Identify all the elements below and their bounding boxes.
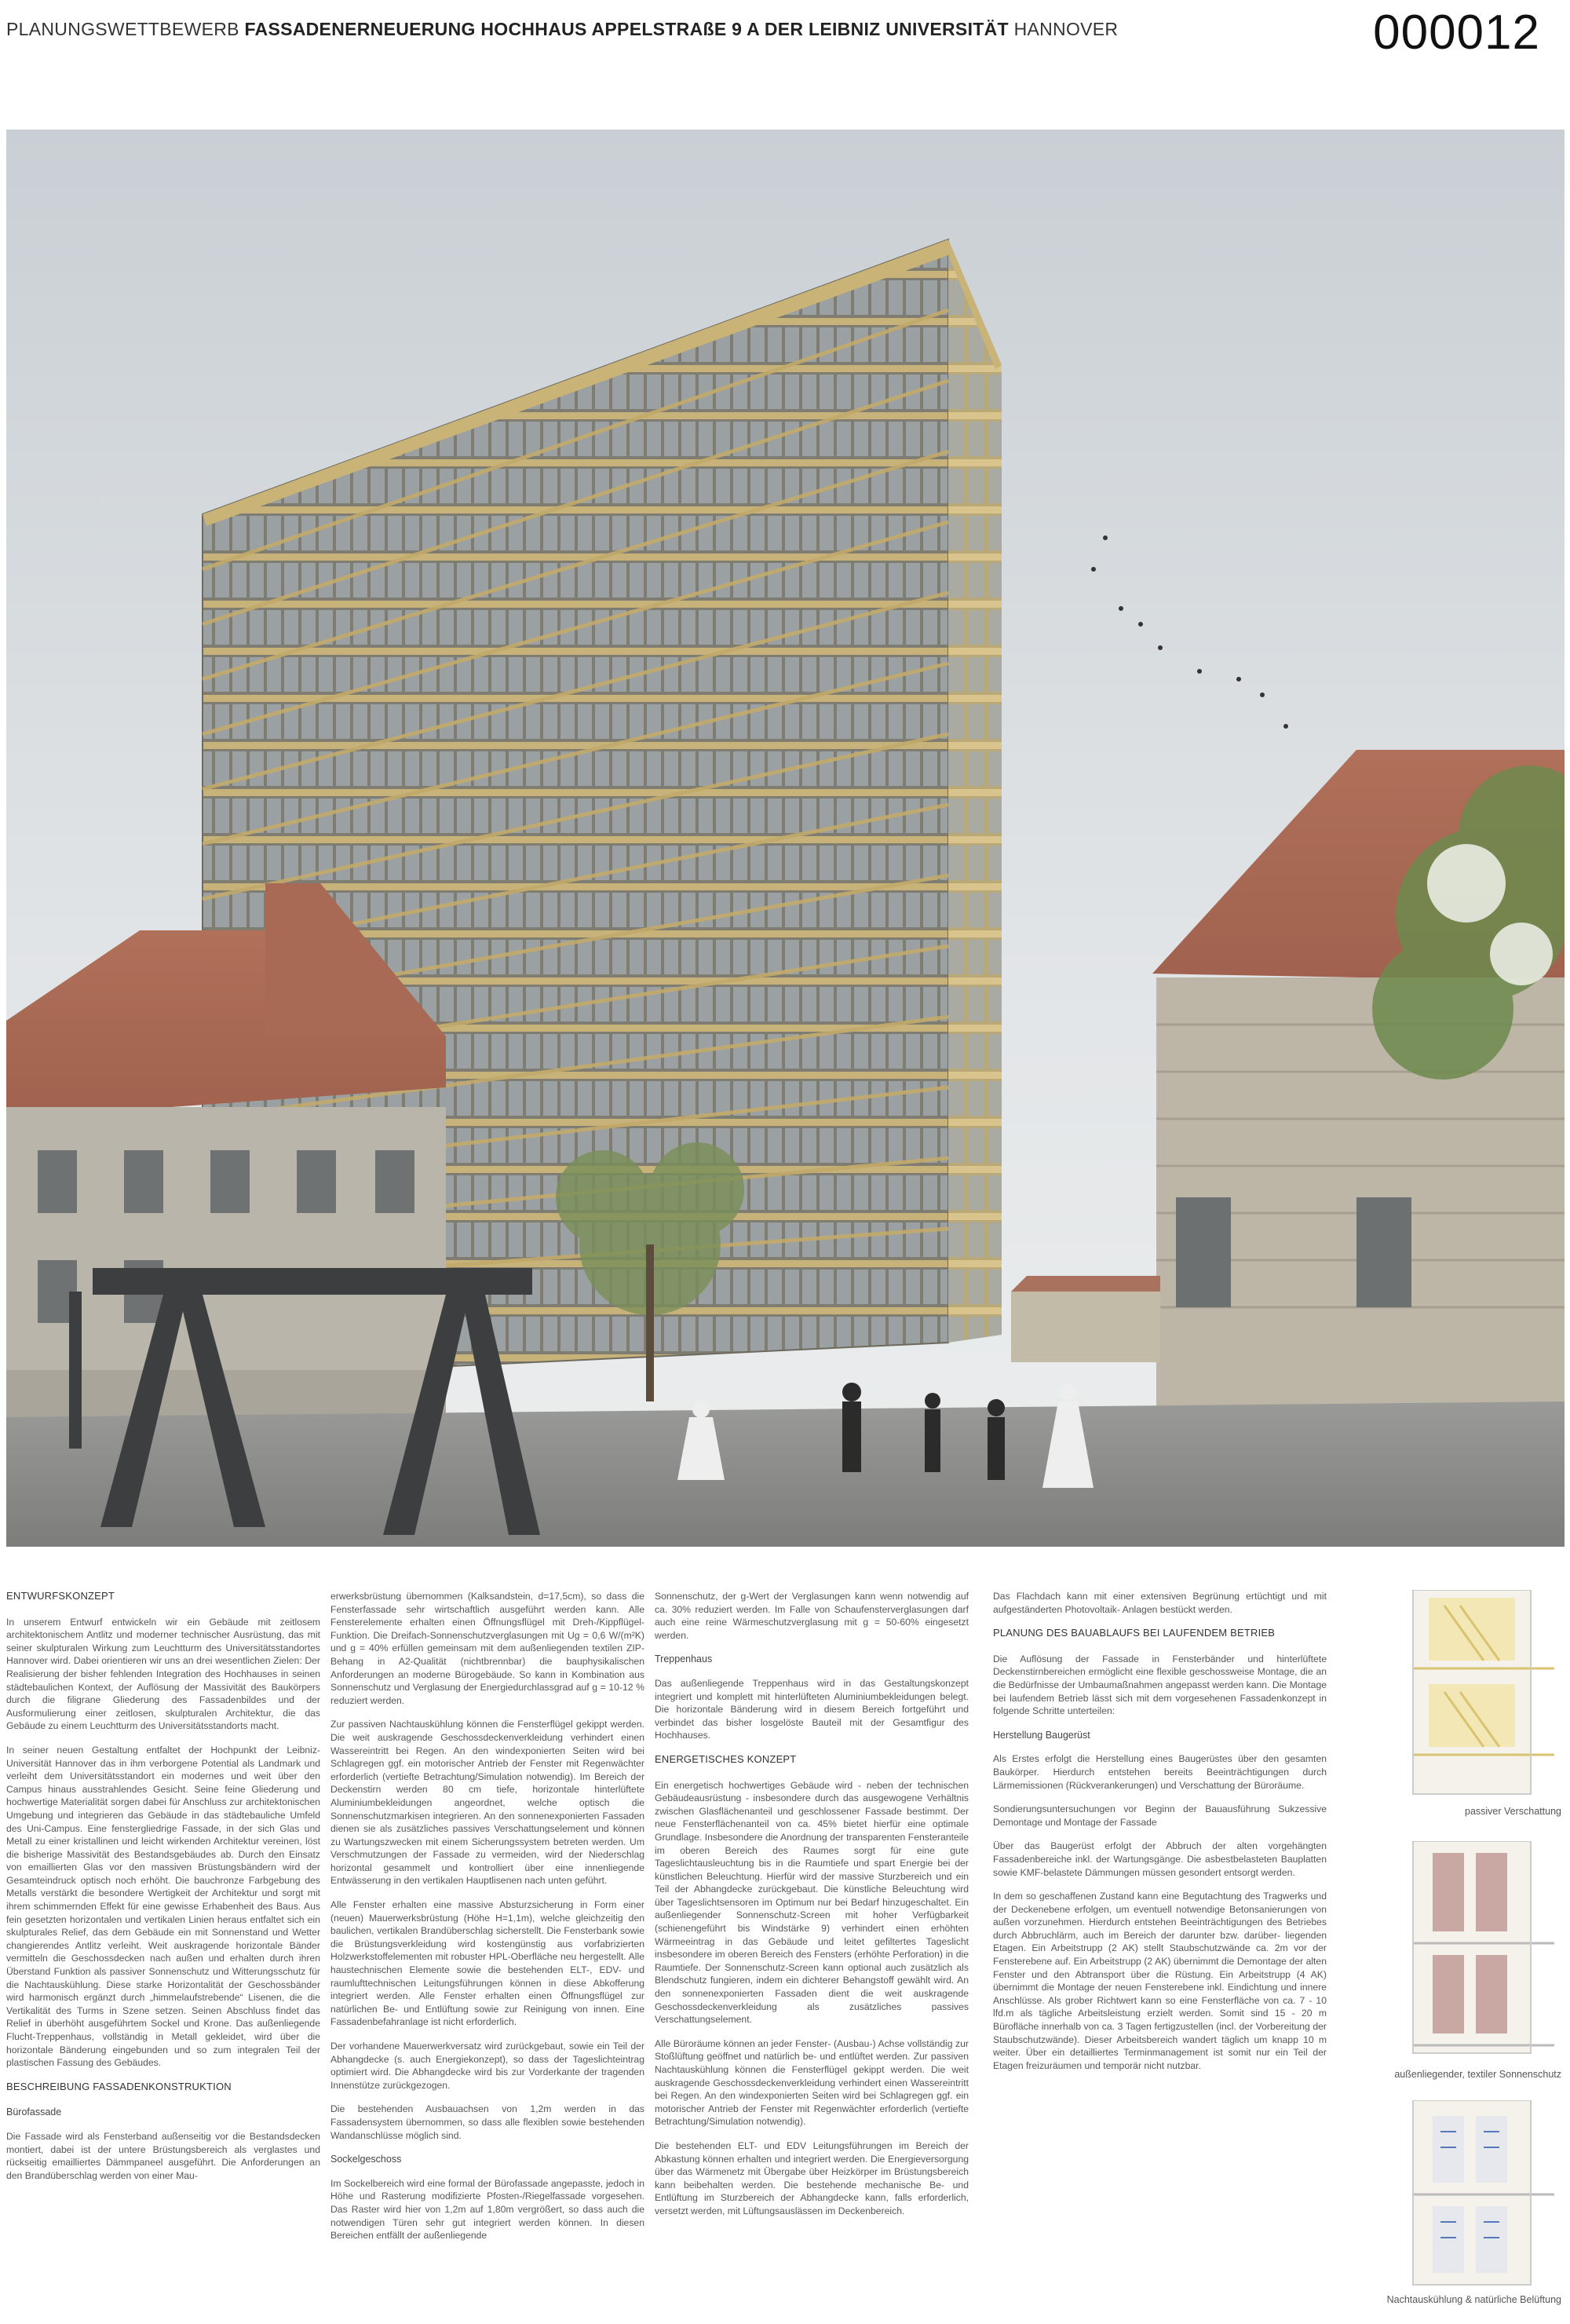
- detail-caption: außenliegender, textiler Sonnenschutz: [1394, 2069, 1561, 2080]
- subheading-buerofassade: Bürofassade: [6, 2107, 62, 2118]
- competition-title: [6, 19, 1118, 40]
- paragraph: Der vorhandene Mauerwerkversatz wird zurückgebaut, sowie ein Teil der Abhangdecke (s. auch Energiekonzept), so dass der Tageslichteintrag optimiert wird. Die Abhangdecke wird bis zur Vorderkante der tragenden Innenstütze zurückgezogen.: [330, 2041, 644, 2091]
- facade-sketch-2: [1397, 1841, 1566, 2061]
- paragraph: In unserem Entwurf entwickeln wir ein Gebäude mit zeitlosem architektonischem Antlitz und moderner technischer Ausrüstung, das mit seiner skulpturalen Wirkung zum Leuchtturm des Universitätsstandortes Hannover wird. Dabei orientieren wir uns an drei wesentlichen Zielen: Der Realisierung der bisher fehlenden Integration des Hochhauses in seinen städtebaulichen Kontext, der Auflösung der Massivität des Baukörpers durch die filigrane Gliederung des Fassadenbildes und der Ausformulierung einer zeitlosen, skulpturalen Architektur, die das Gebäude zu einem Leuchtturm des Universitätsstandorts macht.: [6, 1616, 320, 1732]
- title-suffix: HANNOVER: [1013, 19, 1119, 39]
- paragraph: In seiner neuen Gestaltung entfaltet der Hochpunkt der Leibniz-Universität Hannover das in ihm verborgene Potential als Landmark und verleiht dem Universitätsstandort ein modernes und weit über den Campus hinaus ausstrahlendes Gesicht. Seine feine Gliederung und hochwertige Materialität sorgen dabei für Anschluss zur architektonischen Umgebung und integrieren das Gebäude in das städtebauliche Umfeld des Uni-Campus. Eine fenstergliedrige Fassade, in der sich Glas und Metall zu einer kristallinen und leicht wirkenden Architektur vereinen, löst die bisherige Massivität des Bestandsgebäudes ab. Durch den Einsatz von emaillierten Glas vor den massiven Brüstungsbändern wird der Gesamteindruck optisch noch erhöht. Die bauchronze Farbgebung des Metalls verstärkt die besondere Wertigkeit der Architektur und sorgt mit ihrem schimmernden Effekt für eine gewisse Erhabenheit des Baus. Aus fein gesetzten horizontalen und vertikalen Linien heraus entfaltet sich ein skulpturales Relief, das dem Gebäude ein mit Sonnenstand und Wetter changierendes Antlitz verleiht. Weit auskragende horizontale Bänder vermitteln die Geschossdecken nach außen und erhalten durch ihren Überstand Funktion als passiver Sonnenschutz und Witterungsschutz für die Nachtauskühlung. Diese starke Horizontalität der Geschossbänder wird harmonisch ergänzt durch „himmelaufstrebende“ Lisenen, die die Vertikalität des Turms in Szene setzen. Seinen Abschluss findet das Relief in überhöht ausgeführtem Sockel und Krone. Das außenliegende Flucht-Treppenhaus, vollständig in Metall gekleidet, wird über die horizontale Bänderung eingebunden und so zum integralen Teil der plastischen Fassung des Gebäudes.: [6, 1744, 320, 2069]
- heading-energetisches-konzept: ENERGETISCHES KONZEPT: [655, 1752, 797, 1765]
- paragraph: Im Sockelbereich wird eine formal der Bürofassade angepasste, jedoch in Höhe und Rasterung modifizierte Pfosten-/Riegelfassade vorgesehen. Das Raster wird hier von 1,2m auf 1,80m vergrößert, so dass auch die notwendigen Türen sehr gut integriert werden können. In diesen Bereichen entfällt der außenliegende: [330, 2177, 644, 2242]
- paragraph: Als Erstes erfolgt die Herstellung eines Baugerüstes über den gesamten Baukörper. Hierdurch entstehen bereits Beeinträchtigungen durch Lärmemissionen (Rückverankerungen) und Verschattung der Büroräume.: [993, 1753, 1327, 1791]
- facade-sketch-1: [1397, 1590, 1566, 1802]
- text-column-3: [655, 1590, 969, 2229]
- competition-number: 000012: [1373, 5, 1540, 60]
- detail-caption: Nachtauskühlung & natürliche Belüftung: [1386, 2294, 1561, 2305]
- text-column-1: [6, 1590, 320, 2193]
- subheading-sockelgeschoss: Sockelgeschoss: [330, 2154, 402, 2165]
- title-prefix: PLANUNGSWETTBEWERB: [6, 19, 239, 39]
- detail-textile-sunshade: [1394, 1841, 1566, 2092]
- paragraph: Die Fassade wird als Fensterband außenseitig vor die Bestandsdecken montiert, dabei ist der untere Brüstungsbereich als verglastes und rückseitig emailliertes Dämmpaneel ausgeführt. Die Anforderungen an den Brandüberschlag werden von einer Mau-: [6, 2130, 320, 2181]
- architectural-render: [6, 130, 1565, 1547]
- paragraph: Das außenliegende Treppenhaus wird in das Gestaltungskonzept integriert und komplett mit hinterlüfteten Aluminiumbekleidungen belegt. Die horizontale Bänderung wird in diesem Bereich fortgeführt und verbindet das bisher losgelöste Bauteil mit der Gesamtfigur des Hochhauses.: [655, 1677, 969, 1741]
- paragraph: Zur passiven Nachtauskühlung können die Fensterflügel gekippt werden. Die weit auskragende Geschossdeckenverkleidung verhindert einen Wassereintritt bei Regen. An den windexponierten Seiten wird bei Schlagregen ggf. ein motorischer Antrieb der Fenster mit Regenwächter erforderlich (vertiefte Betrachtung/Simulation notwendig). Im Bereich der Deckenstirn werden 80 cm tiefe, horizontale hinterlüftete Aluminiumbekleidungen angeordnet, welche optisch die Sonnenschutzmarkisen integrieren. An den sonnenexponierten Fassaden dienen sie als zusätzliches passives Verschattungselement und können zu Wartungszwecken mit einem Sicherungssystem betreten werden. Um Verschmutzungen der Fassade zu vermeiden, wird der Niederschlag horizontal gesammelt und kontrolliert über eine innenliegende Entwässerung in den vertikalen Hauptlisenen nach unten geführt.: [330, 1719, 644, 1887]
- paragraph: Die bestehenden ELT- und EDV Leitungsführungen im Bereich der Abkastung können erhalten und integriert werden. Die Energieversorgung über das Wärmenetz mit Übergabe über Heizkörper im Brüstungsbereich kann beibehalten werden. Die bestehende mechanische Be- und Entlüftung im Sturzbereich der Abhangdecke kann, falls erforderlich, versetzt werden, mit Lüftungsauslässen im Deckenbereich.: [655, 2139, 969, 2216]
- paragraph: Ein energetisch hochwertiges Gebäude wird - neben der technischen Gebäudeausrüstung - insbesondere durch das ausgewogene Verhältnis zwischen Glasflächenanteil und geschlossener Fassade bestimmt. Der neue Fensterflächenanteil von ca. 45% bietet hierfür eine optimale Grundlage. Insbesondere die Anordnung der transparenten Fensteranteile im oberen Bereich des Raumes sorgt für eine gute Tageslichtausleuchtung bis in die Raumtiefe und spart Energie bei der künstlichen Beleuchtung. Hierfür wird der massive Sturzbereich und ein Teil der Abhangdecke zurückgebaut. Die künstliche Beleuchtung wird über Tageslichtsensoren im Optimum nur bei Bedarf hinzugeschaltet. Ein außenliegender Sonnenschutz-Screen mit hoher Verfügbarkeit (schienengeführt bis Windstärke 9) verhindert einen erhöhten Wärmeeintrag in das Gebäude und leitet gefiltertes Tageslicht insbesondere im oberen Bereich des Fensters (erhöhte Perforation) in die Raumtiefe. Der Sonnenschutz-Screen kann optional auch zusätzlich als Blendschutz fungieren, indem ein dichterer Behangstoff gewählt wird. An den sonnenexponierten Fassaden dient die weit auskragende Geschossdeckenverkleidung als zusätzliches passives Verschattungselement.: [655, 1779, 969, 2026]
- text-column-4: [993, 1590, 1327, 2083]
- heading-planung-bauablauf: PLANUNG DES BAUABLAUFS BEI LAUFENDEM BETRIEB: [993, 1627, 1276, 1639]
- heading-fassadenkonstruktion: BESCHREIBUNG FASSADENKONSTRUKTION: [6, 2080, 232, 2092]
- detail-night-cooling: [1386, 2100, 1566, 2320]
- detail-passive-shading: [1397, 1590, 1566, 1825]
- description-text: [6, 1590, 1396, 2312]
- text-column-2: [330, 1590, 644, 2253]
- paragraph: Das Flachdach kann mit einer extensiven Begrünung ertüchtigt und mit aufgeständerten Photovoltaik- Anlagen bestückt werden.: [993, 1591, 1327, 1615]
- paragraph: Die bestehenden Ausbauachsen von 1,2m werden in das Fassadensystem übernommen, so dass alle flexiblen sowie bestehenden Wandanschlüsse möglich sind.: [330, 2103, 644, 2141]
- paragraph: Die Auflösung der Fassade in Fensterbänder und hinterlüftete Deckenstirnbereichen ermöglicht eine flexible geschossweise Montage, die an die Bedürfnisse der Umbaumaßnahmen angepasst werden kann. Die Montage bei laufendem Betrieb lässt sich mit dem vorgesehenen Fassadenkonzept in folgende Schritte unterteilen:: [993, 1653, 1327, 1717]
- paragraph: Sonnenschutz, der g-Wert der Verglasungen kann wenn notwendig auf ca. 30% reduziert werden. Im Falle von Schaufensterverglasungen darf auch eine reine Wärmeschutzverglasung mit g = 50-60% eingesetzt werden.: [655, 1591, 969, 1641]
- paragraph: Sondierungsuntersuchungen vor Beginn der Bauausführung Sukzessive Demontage und Montage der Fassade: [993, 1803, 1327, 1828]
- header: [0, 0, 1570, 118]
- paragraph: Über das Baugerüst erfolgt der Abbruch der alten vorgehängten Fassadenbereiche inkl. der Wartungsgänge. Die asbestbelasteten Bauplatten sowie KMF-belastete Dämmungen müssen gesondert entsorgt werden.: [993, 1840, 1327, 1878]
- paragraph: Alle Büroräume können an jeder Fenster- (Ausbau-) Achse vollständig zur Stoßlüftung geöffnet und natürlich be- und entlüftet werden. Zur passiven Nachtauskühlung können die Fensterflügel gekippt werden. Die weit auskragende Geschossdeckenverkleidung verhindert einen Wassereintritt bei Regen. An den windexponierten Seiten wird bei Schlagregen ggf. ein motorischer Antrieb der Fenster mit Regenwächter erforderlich (vertiefte Betrachtung/Simulation notwendig).: [655, 2037, 969, 2128]
- heading-entwurfskonzept: ENTWURFSKONZEPT: [6, 1590, 115, 1602]
- subheading-baugeruest: Herstellung Baugerüst: [993, 1729, 1090, 1741]
- title-main: FASSADENERNEUERUNG HOCHHAUS APPELSTRAßE 9 A DER LEIBNIZ UNIVERSITÄT: [244, 19, 1009, 39]
- facade-detail-sketches: [1386, 1590, 1566, 2320]
- paragraph: In dem so geschaffenen Zustand kann eine Begutachtung des Tragwerks und der Deckenebene erfolgen, um eventuell notwendige Betonsanierungen von außen vorzunehmen. Hierdurch entstehen Beeinträchtigungen des Betriebes durch Abbruchlärm, auch im Bereich der darunter bzw. darüber- liegenden Etagen. Ein Arbeitstrupp (2 AK) stellt Staubschutzwände ca. 2m vor der Fensterebene auf. Ein Arbeitstrupp (2 AK) übernimmt die Demontage der alten Fenster und den Abtransport über die Rüstung. Ein Arbeitstrupp (4 AK) übernimmt die Montage der neuen Fensterebene inkl. Eindichtung und innere Anschlüsse. Als grober Richtwert kann so eine Fensterfläche von ca. 7 - 10 lfd.m als tägliche Arbeitsleistung erzielt werden. Somit sind 15 - 20 m Bürofläche innerhalb von ca. 3 Tagen fertigzustellen (incl. der Vorbereitung der Staubschutzwände). Dieser Arbeitsbereich wandert täglich um knapp 10 m weiter. Über ein detailliertes Terminmanagement ist somit nur ein Teil der Etagen freizuräumen und temporär nicht nutzbar.: [993, 1891, 1327, 2071]
- paragraph: erwerksbrüstung übernommen (Kalksandstein, d=17,5cm), so dass die Fensterfassade sehr wirtschaftlich ausgeführt werden kann. Alle Fensterelemente erhalten einen Öffnungsflügel mit Dreh-/Kippflügel-Funktion. Die Dreifach-Sonnenschutzverglasungen mit Ug = 0,6 W/(m²K) und g = 40% erfüllen gemeinsam mit dem außenliegenden textilen ZIP-Behang in A2-Qualität (nichtbrennbar) die bauphysikalischen Anforderungen an moderne Bürogebäude. So kann in Kombination aus Sonnenschutz und Verglasung der Energiedurchlassgrad auf g = 10-12 % reduziert werden.: [330, 1591, 644, 1706]
- facade-sketch-3: [1397, 2100, 1566, 2289]
- paragraph: Alle Fenster erhalten eine massive Absturzsicherung in Form einer (neuen) Mauerwerksbrüstung (Höhe H=1,1m), welche gleichzeitig den baulichen, vertikalen Brandüberschlag sicherstellt. Die Fensterbank sowie die Brüstungsverkleidung wird kostengünstig aus vorfabrizierten Holzwerkstoffelementen mit robuster HPL-Oberfläche neu hergestellt. Alle haustechnischen Elemente sowie die bestehenden ELT-, EDV- und raumlufttechnischen Leitungsführungen können in diese Abkofferung integriert werden. Alle Fenster erhalten einen Öffnungsflügel zur natürlichen Be- und Entlüftung sowie zur Reinigung von innen. Eine Fassadenbefahranlage ist nicht erforderlich.: [330, 1899, 644, 2028]
- detail-caption: passiver Verschattung: [1465, 1806, 1561, 1817]
- render-illustration: [6, 130, 1565, 1547]
- subheading-treppenhaus: Treppenhaus: [655, 1653, 713, 1665]
